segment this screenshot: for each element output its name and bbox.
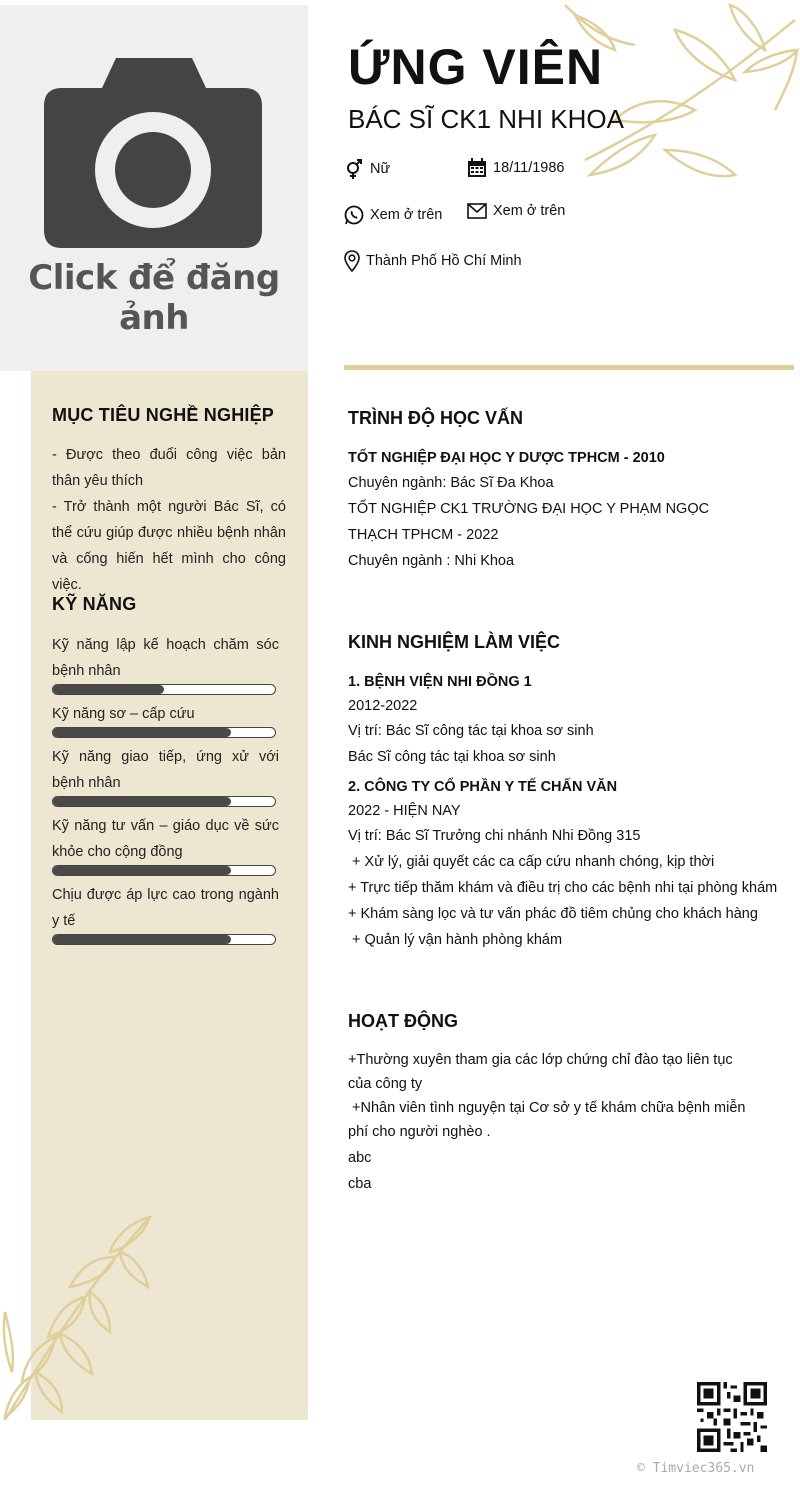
objective-heading: MỤC TIÊU NGHỀ NGHIỆP [52,405,275,425]
job-duty: + Xử lý, giải quyết các ca cấp cứu nhanh chóng, kịp thời [348,854,715,870]
location-pin-icon [344,250,360,272]
education-heading: TRÌNH ĐỘ HỌC VẤN [348,408,523,428]
job-role: Vị trí: Bác Sĩ Trưởng chi nhánh Nhi Đồng 315 [348,828,641,844]
education-major-2: Chuyên ngành : Nhi Khoa [348,553,515,569]
skill-label: Kỹ năng tư vấn – giáo dục về sức khỏe cho cộng đồng [52,818,279,860]
activities-heading: HOẠT ĐỘNG [348,1011,458,1031]
job-duty: + Quản lý vận hành phòng khám [348,932,563,948]
candidate-name: ỨNG VIÊN [348,39,604,95]
gender-value: Nữ [370,161,391,177]
phone-info [344,205,442,225]
job-detail: Bác Sĩ công tác tại khoa sơ sinh [348,749,556,765]
education-major-1: Chuyên ngành: Bác Sĩ Đa Khoa [348,475,554,491]
photo-caption[interactable]: Click để đăng ảnh [28,258,280,338]
skill-label: Chịu được áp lực cao trong ngành y tế [52,887,279,929]
qr-code-icon [697,1382,767,1452]
address-value: Thành Phố Hồ Chí Minh [366,253,522,269]
job-company: 2. CÔNG TY CỔ PHẦN Y TẾ CHẤN VĂN [348,779,618,795]
skill-bar [52,796,276,807]
leaf-decoration-bottom [0,1212,160,1422]
objective-line-2: - Trở thành một người Bác Sĩ, có thể cứu giúp được nhiều bệnh nhân và cống hiến hết mình cho công việc. [52,499,286,593]
education-school-1: TỐT NGHIỆP ĐẠI HỌC Y DƯỢC TPHCM - 2010 [348,450,665,466]
education-school-2: TỐT NGHIỆP CK1 TRƯỜNG ĐẠI HỌC Y PHẠM NGỌC THẠCH TPHCM - 2022 [348,501,710,543]
job-period: 2022 - HIỆN NAY [348,803,461,819]
camera-icon [44,58,264,250]
skill-label: Kỹ năng giao tiếp, ứng xử với bệnh nhân [52,749,279,791]
mail-icon [467,203,487,219]
candidate-position: BÁC SĨ CK1 NHI KHOA [348,104,624,134]
skill-label: Kỹ năng lập kế hoạch chăm sóc bệnh nhân [52,637,279,679]
skill-bar [52,684,276,695]
footer-copyright: © Timviec365.vn [637,1461,755,1476]
whatsapp-icon [344,205,364,225]
skill-bar [52,865,276,876]
birthday-value: 18/11/1986 [493,160,565,176]
job-duty: + Khám sàng lọc và tư vấn phác đồ tiêm chủng cho khách hàng [348,906,758,922]
job-role: Vị trí: Bác Sĩ công tác tại khoa sơ sinh [348,723,594,739]
calendar-icon [467,158,487,178]
email-info [467,203,565,219]
skill-bar [52,934,276,945]
job-company: 1. BỆNH VIỆN NHI ĐỒNG 1 [348,674,532,690]
activity-line: cba [348,1176,372,1192]
skill-label: Kỹ năng sơ – cấp cứu [52,706,195,722]
phone-value: Xem ở trên [370,207,443,223]
job-period: 2012-2022 [348,698,418,714]
skills-heading: KỸ NĂNG [52,594,137,614]
job-duty: + Trực tiếp thăm khám và điều trị cho các bệnh nhi tại phòng khám [348,880,778,896]
birthday-info [467,158,565,178]
skill-bar [52,727,276,738]
experience-heading: KINH NGHIỆM LÀM VIỆC [348,632,561,652]
activity-line: +Nhân viên tình nguyện tại Cơ sở y tế khám chữa bệnh miễn phí cho người nghèo . [348,1100,750,1140]
activity-line: +Thường xuyên tham gia các lớp chứng chỉ đào tạo liên tục của công ty [348,1052,733,1092]
address-info [344,250,522,272]
email-value: Xem ở trên [493,203,566,219]
objective-line-1: - Được theo đuổi công việc bản thân yêu thích [52,447,286,489]
activity-line: abc [348,1150,372,1166]
gender-icon [344,158,364,180]
gender-info [344,158,390,180]
divider-line [344,365,794,370]
leaf-decoration-top [545,0,800,200]
